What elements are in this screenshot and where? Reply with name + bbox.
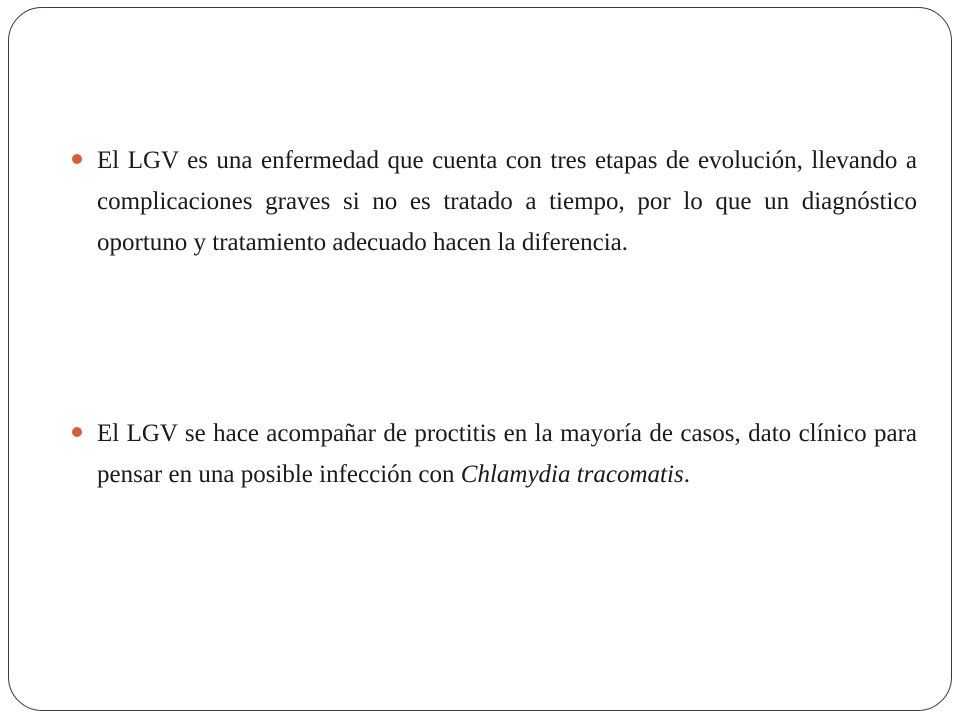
slide-frame <box>8 7 952 711</box>
bullet-dot-icon <box>72 427 82 437</box>
bullet-text-prefix: El LGV se hace acompañar de proctitis en la mayoría de casos, dato clínico para pensar en una posible infección con <box>97 420 917 488</box>
bullet-item-lgv-stages <box>72 140 917 263</box>
bullet-item-lgv-proctitis <box>72 413 917 495</box>
bullet-text: El LGV es una enfermedad que cuenta con tres etapas de evolución, llevando a complicaciones graves si no es tratado a tiempo, por lo que un diagnóstico oportuno y tratamiento adecuado hacen la diferencia. <box>97 147 917 256</box>
italic-species-name: Chlamydia tracomatis <box>460 461 684 488</box>
bullet-text <box>97 413 917 495</box>
bullet-text-suffix: . <box>683 461 690 488</box>
bullet-dot-icon <box>72 154 82 164</box>
